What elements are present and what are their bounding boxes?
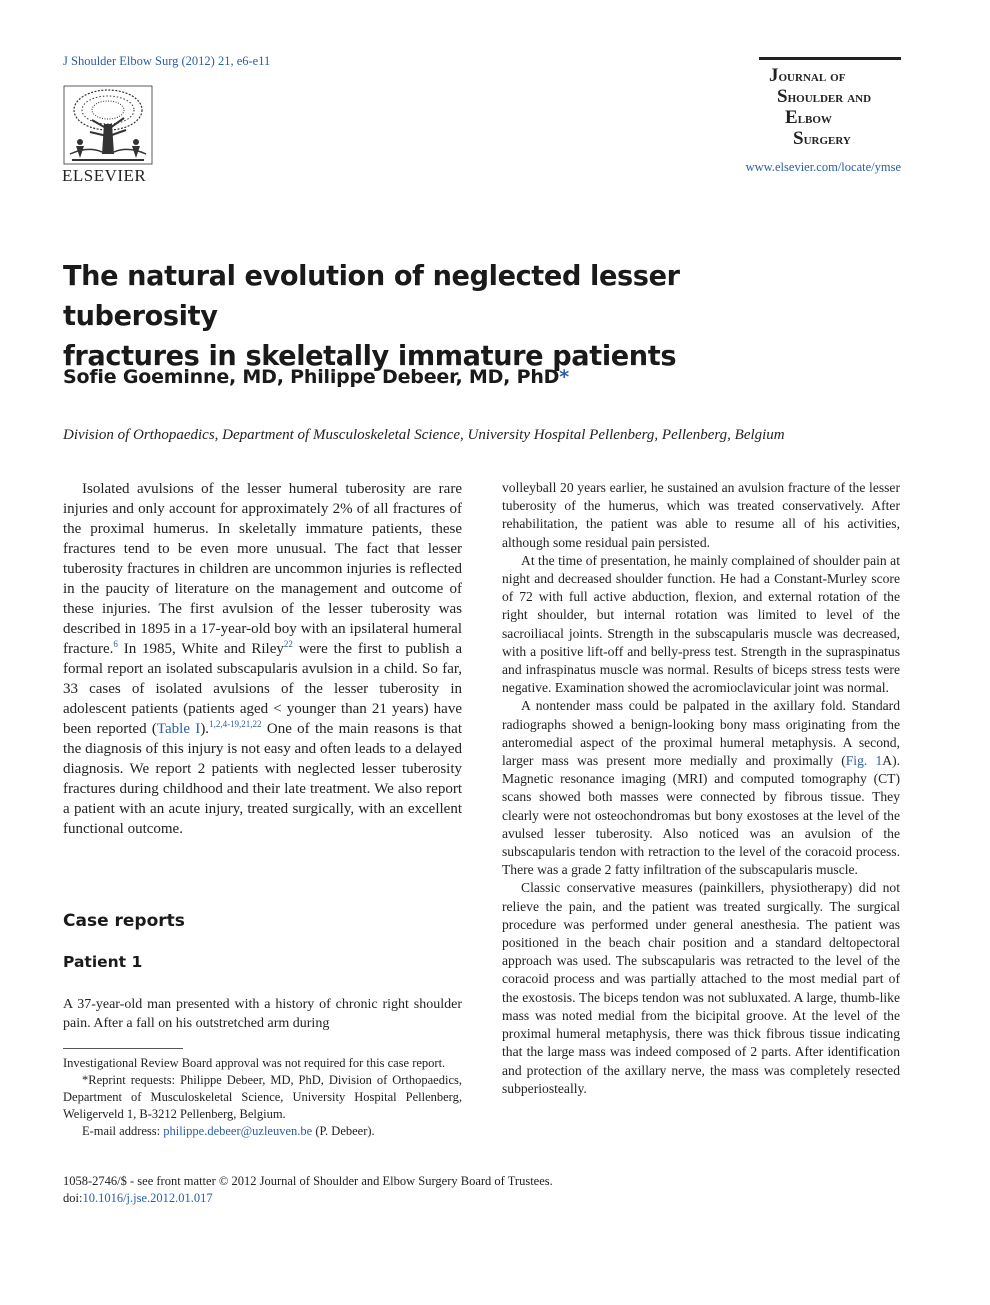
section-heading: Case reports: [63, 911, 185, 931]
intro-paragraph: [63, 479, 462, 839]
intro-text: ).: [200, 721, 210, 737]
corresponding-author-link[interactable]: *: [559, 366, 569, 388]
elsevier-tree-icon: [62, 84, 154, 166]
doi-label: doi:: [63, 1191, 83, 1205]
author-names: Sofie Goeminne, MD, Philippe Debeer, MD, PhD: [63, 366, 560, 388]
author-list: [63, 366, 569, 388]
left-column: [63, 479, 462, 839]
journal-url-link[interactable]: www.elsevier.com/locate/ymse: [745, 160, 901, 174]
doi-link[interactable]: 10.1016/j.jse.2012.01.017: [82, 1191, 213, 1205]
patient-paragraph: A 37-year-old man presented with a history of chronic right shoulder pain. After a fall on his outstretched arm during: [63, 997, 462, 1031]
publisher-name: ELSEVIER: [62, 166, 147, 185]
footnote-reprint: *Reprint requests: Philippe Debeer, MD, PhD, Division of Orthopaedics, Department of Musculoskeletal Science, University Hospital Pellenberg, Weligerveld 1, B-3212 Pellenberg, Belgium.: [63, 1073, 462, 1121]
body-text: A nontender mass could be palpated in the axillary fold. Standard radiographs showed a benign-looking bony mass originating from the anteromedial aspect of the proximal humeral metaphysis. A second, larger mass was present more medially and proximally (: [502, 698, 900, 769]
reference-link[interactable]: 22: [283, 639, 293, 649]
issn-line: 1058-2746/$ - see front matter © 2012 Journal of Shoulder and Elbow Surgery Board of Trustees.: [63, 1174, 553, 1188]
elsevier-logo: [62, 84, 154, 186]
subsection-heading: Patient 1: [63, 953, 143, 971]
footnotes: [63, 1055, 462, 1140]
author-affiliation: Division of Orthopaedics, Department of Musculoskeletal Science, University Hospital Pellenberg, Pellenberg, Belgium: [63, 427, 785, 443]
masthead-rule: [759, 57, 901, 60]
title-line: fractures in skeletally immature patients: [63, 339, 677, 372]
reference-link[interactable]: 1,2,4-19,21,22: [209, 719, 262, 729]
article-title: [63, 256, 839, 376]
footnote-irb: Investigational Review Board approval was not required for this case report.: [63, 1056, 446, 1070]
footnote-divider: [63, 1048, 183, 1049]
body-paragraph: [502, 697, 900, 879]
right-column: [502, 479, 900, 1098]
body-paragraph: Classic conservative measures (painkillers, physiotherapy) did not relieve the pain, and the patient was treated surgically. The surgical procedure was performed under general anesthesia. The patient was positioned in the beach chair position and a standard deltopectoral approach was used. The subscapularis was retracted to the level of the coracoid process and was partially attached to the most medial part of the exostosis. The biceps tendon was not subluxated. A large, thumb-like mass was noted medial from the bicipital groove. At the level of the proximal humeral metaphysis, there was thick fibrous tissue indicating that the large mass was indeed composed of 2 parts. After identification and protection of the axillary nerve, the mass was completely resected subperiosteally.: [502, 880, 900, 1096]
footnote-email: [63, 1123, 462, 1140]
email-suffix: (P. Debeer).: [312, 1124, 375, 1138]
intro-text: One of the main reasons is that the diagnosis of this injury is not easy and often leads to a delayed diagnosis. We report 2 patients with neglected lesser tuberosity fractures during childhood and their late treatment. We also report a patient with an acute injury, treated surgically, with an excellent functional outcome.: [63, 721, 462, 837]
figure-link[interactable]: Fig. 1: [845, 753, 883, 769]
masthead-line: Surgery: [793, 128, 851, 149]
title-line: The natural evolution of neglected lesser tuberosity: [63, 259, 680, 332]
intro-text: were the first to publish a formal report an isolated subscapularis avulsion in a child. So far, 33 cases of isolated avulsions of the lesser tuberosity in adolescent patients (patients aged < younger than 21 years) have been reported (: [63, 641, 462, 737]
masthead-line: Elbow: [785, 107, 832, 128]
email-link[interactable]: philippe.debeer@uzleuven.be: [163, 1124, 313, 1138]
page-footer: [63, 1173, 553, 1207]
journal-citation[interactable]: J Shoulder Elbow Surg (2012) 21, e6-e11: [63, 54, 271, 68]
intro-text: In 1985, White and Riley: [117, 641, 284, 657]
reference-link[interactable]: 6: [113, 639, 118, 649]
intro-text: Isolated avulsions of the lesser humeral tuberosity are rare injuries and only account for approximately 2% of all fractures of the proximal humerus. In skeletally immature patients, these fractures tend to be even more unusual. The fact that lesser tuberosity fractures in children are uncommon injuries is reflected in the paucity of literature on the management and outcome of these injuries. The first avulsion of the lesser tuberosity was described in 1895 in a 17-year-old boy with an ipsilateral humeral fracture.: [63, 481, 462, 657]
body-paragraph: volleyball 20 years earlier, he sustained an avulsion fracture of the lesser tuberosity of the humerus, which was treated conservatively. After rehabilitation, the patient was able to resume all of his activities, although some residual pain persisted.: [502, 480, 900, 550]
masthead-line: Journal of: [769, 65, 846, 86]
body-text: A). Magnetic resonance imaging (MRI) and computed tomography (CT) scans showed both masses were connected by fibrous tissue. They clearly were not osteochondromas but bony exostoses at the level of the avulsed lesser tuberosity. Also noticed was an avulsion of the subscapularis tendon with retraction to the level of the coracoid process. There was a grade 2 fatty infiltration of the subscapularis muscle.: [502, 753, 900, 878]
masthead-line: Shoulder and: [777, 86, 872, 107]
table-link[interactable]: Table I: [156, 721, 201, 737]
journal-masthead: [759, 57, 901, 150]
doi-line: [63, 1190, 553, 1207]
body-paragraph: At the time of presentation, he mainly complained of shoulder pain at night and decreased shoulder function. He had a Constant-Murley score of 72 with full active abduction, flexion, and external rotation of the right shoulder, but internal rotation was limited to level of the sacroiliacal joints. Strength in the subscapularis muscle was decreased, with a positive lift-off and belly-press test. Strength in the supraspinatus and infraspinatus muscle was normal. Results of biceps stress tests were negative. Examination showed the acromioclavicular joint was normal.: [502, 552, 900, 696]
email-label: E-mail address:: [82, 1124, 164, 1138]
